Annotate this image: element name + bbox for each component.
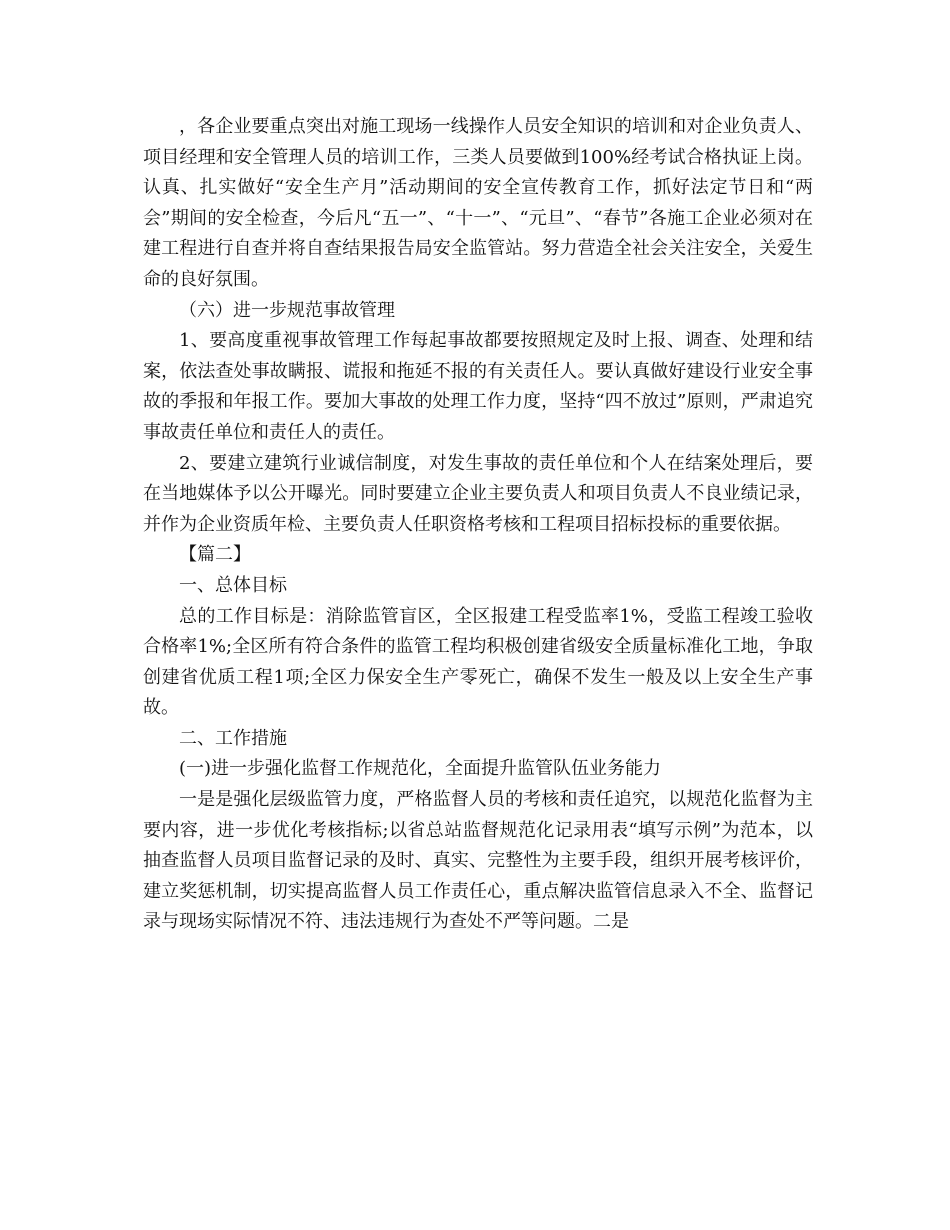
paragraph-safety-training: ，各企业要重点突出对施工现场一线操作人员安全知识的培训和对企业负责人、项目经理和安全管理人员的培训工作，三类人员要做到100%经考试合格执证上岗。认真、扎实做好“安全生产月”活动期间的安全宣传教育工作，抓好法定节日和“两会”期间的安全检查，今后凡“五一”、“十一”、“元旦”、“春节”各施工企业必须对在建工程进行自查并将自查结果报告局安全监管站。努力营造全社会关注安全，关爱生命的良好氛围。 — [143, 116, 813, 290]
paragraph-work-goals: 总的工作目标是：消除监管盲区，全区报建工程受监率1%，受监工程竣工验收合格率1%;全区所有符合条件的监管工程均积极创建省级安全质量标准化工地，争取创建省优质工程1项;全区力保安全生产零死亡，确保不发生一般及以上安全生产事故。 — [143, 605, 813, 719]
section-heading-overall-goals: 一、总体目标 — [179, 574, 287, 596]
section-heading-work-measures: 二、工作措施 — [179, 727, 287, 749]
paragraph-integrity-system: 2、要建立建筑行业诚信制度，对发生事故的责任单位和个人在结案处理后，要在当地媒体予以公开曝光。同时要建立企业主要负责人和项目负责人不良业绩记录，并作为企业资质年检、主要负责人任职资格考核和工程项目招标投标的重要依据。 — [143, 452, 813, 535]
paragraph-hierarchical-supervision: 一是是强化层级监管力度，严格监督人员的考核和责任追究，以规范化监督为主要内容，进一步优化考核指标;以省总站监督规范化记录用表“填写示例”为范本，以抽查监督人员项目监督记录的及时、真实、完整性为主要手段，组织开展考核评价，建立奖惩机制，切实提高监督人员工作责任心，重点解决监管信息录入不全、监督记录与现场实际情况不符、违法违规行为查处不严等问题。二是 — [143, 789, 813, 933]
document-body — [143, 112, 813, 938]
section-heading-accident-management: （六）进一步规范事故管理 — [179, 299, 395, 321]
chapter-heading-part-two: 【篇二】 — [179, 544, 251, 566]
paragraph-accident-reporting: 1、要高度重视事故管理工作每起事故都要按照规定及时上报、调查、处理和结案，依法查处事故瞒报、谎报和拖延不报的有关责任人。要认真做好建设行业安全事故的季报和年报工作。要加大事故的处理工作力度，坚持“四不放过”原则，严肃追究事故责任单位和责任人的责任。 — [143, 330, 813, 443]
subsection-heading-supervision-standardization: (一)进一步强化监督工作规范化，全面提升监管队伍业务能力 — [179, 758, 662, 780]
